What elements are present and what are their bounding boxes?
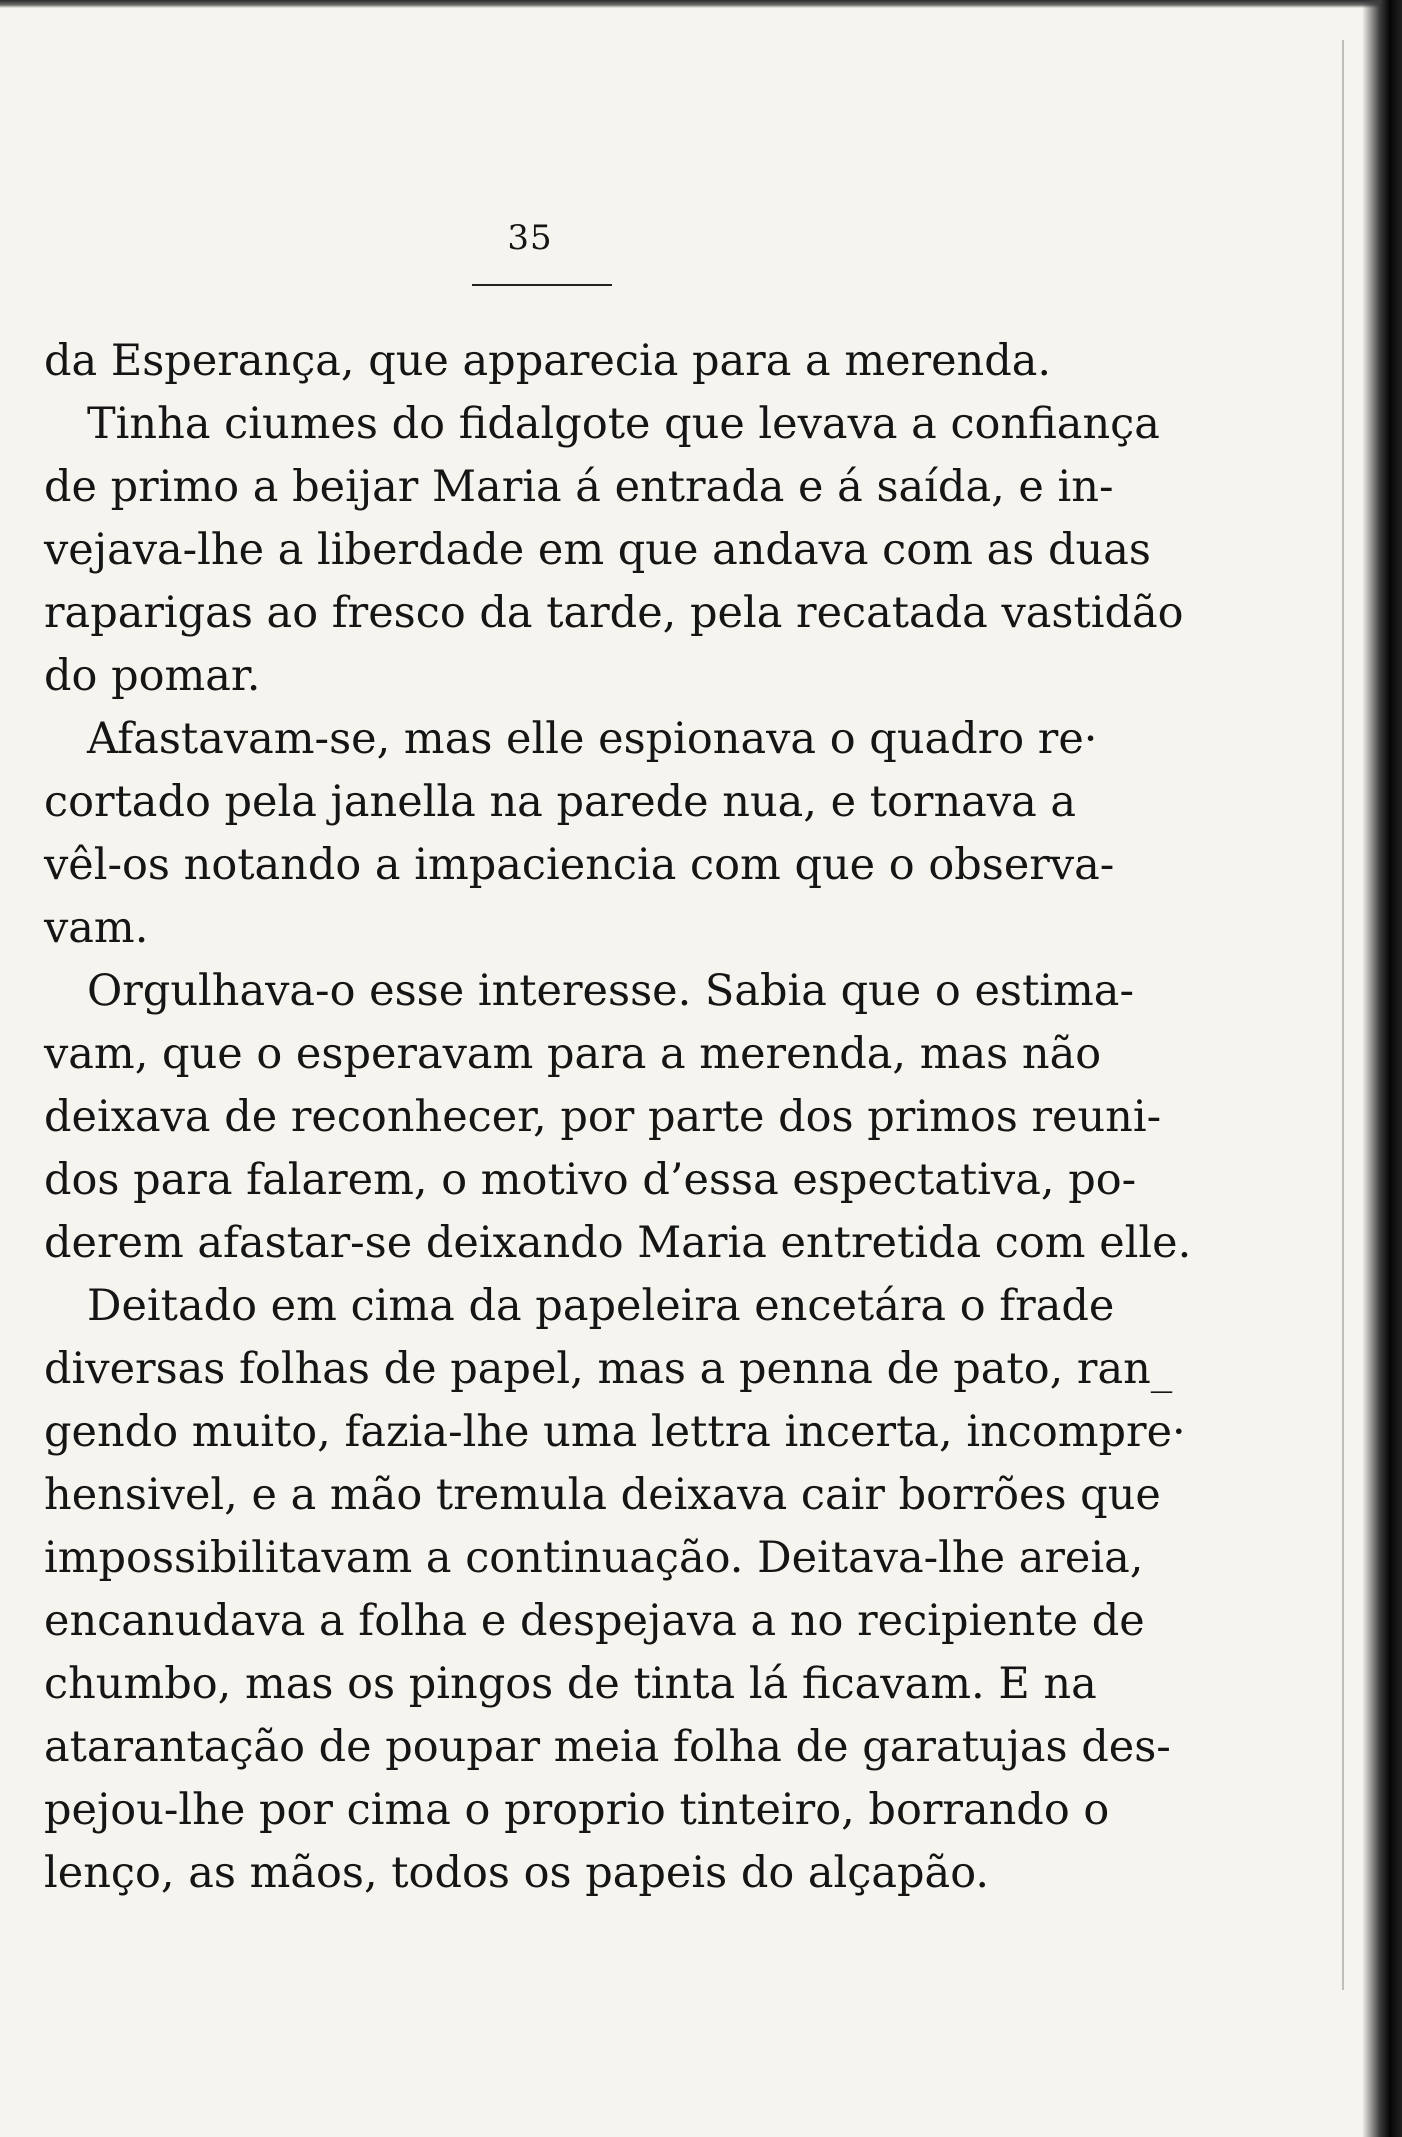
text-line: pejou-lhe por cima o proprio tinteiro, borrando o	[44, 1785, 1110, 1835]
book-binding-edge	[1362, 0, 1402, 2137]
text-line: de primo a beijar Maria á entrada e á saída, e in-	[44, 462, 1114, 512]
text-line: Orgulhava-o esse interesse. Sabia que o estima-	[87, 966, 1134, 1016]
text-line: vejava-lhe a liberdade em que andava com as duas	[44, 525, 1151, 575]
gutter-shadow-line	[1342, 40, 1344, 1990]
text-line: vêl-os notando a impaciencia com que o observa-	[44, 840, 1115, 890]
text-line: hensivel, e a mão tremula deixava cair borrões que	[44, 1470, 1161, 1520]
text-line: lenço, as mãos, todos os papeis do alçapão.	[44, 1848, 989, 1898]
text-line: do pomar.	[44, 651, 261, 701]
text-line: Deitado em cima da papeleira encetára o frade	[87, 1281, 1115, 1331]
text-line: atarantação de poupar meia folha de garatujas des-	[44, 1722, 1171, 1772]
text-line: cortado pela janella na parede nua, e tornava a	[44, 777, 1077, 827]
text-line: vam, que o esperavam para a merenda, mas não	[44, 1029, 1102, 1079]
text-line: Afastavam-se, mas elle espionava o quadro re·	[87, 714, 1098, 764]
text-line: vam.	[44, 903, 149, 953]
text-line: deixava de reconhecer, por parte dos primos reuni-	[44, 1092, 1162, 1142]
body-text	[44, 330, 1192, 1905]
text-line: impossibilitavam a continuação. Deitava-lhe areia,	[44, 1533, 1144, 1583]
text-line: da Esperança, que apparecia para a merenda.	[44, 336, 1052, 386]
text-line: diversas folhas de papel, mas a penna de pato, ran_	[44, 1344, 1173, 1394]
text-line: Tinha ciumes do fidalgote que levava a confiança	[87, 399, 1160, 449]
text-line: dos para falarem, o motivo d’essa espectativa, po-	[44, 1155, 1137, 1205]
page-number: 35	[507, 218, 553, 258]
header-rule	[472, 284, 612, 286]
text-line: chumbo, mas os pingos de tinta lá ficavam. E na	[44, 1659, 1097, 1709]
text-line: encanudava a folha e despejava a no recipiente de	[44, 1596, 1145, 1646]
text-line: derem afastar-se deixando Maria entretida com elle.	[44, 1218, 1192, 1268]
page-top-edge	[0, 0, 1402, 8]
text-line: gendo muito, fazia-lhe uma lettra incerta, incompre·	[44, 1407, 1186, 1457]
text-line: raparigas ao fresco da tarde, pela recatada vastidão	[44, 588, 1184, 638]
